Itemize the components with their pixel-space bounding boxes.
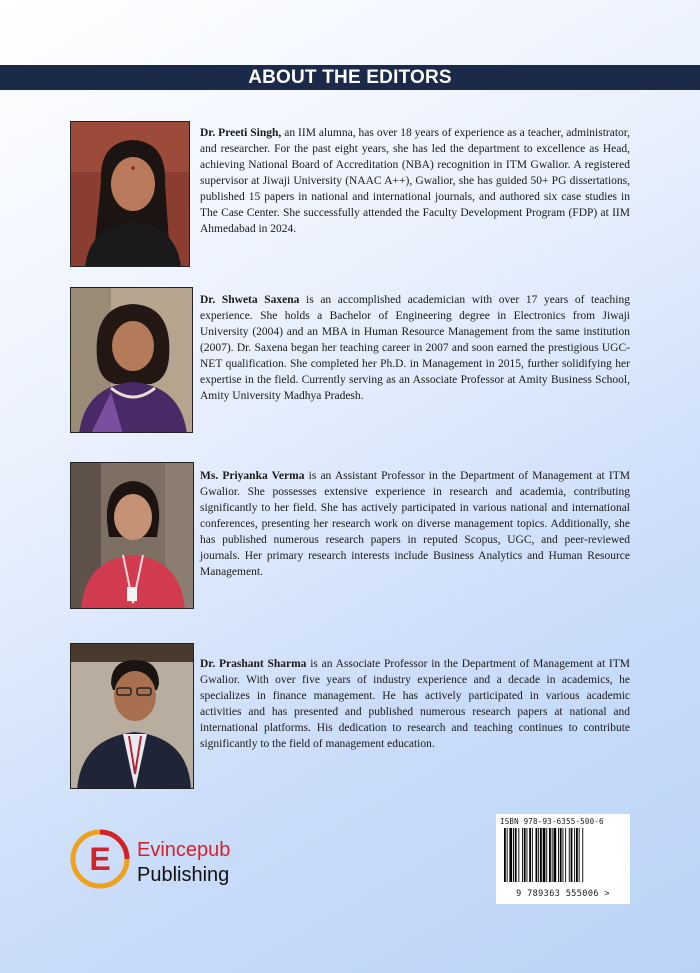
barcode-bar: [532, 828, 533, 882]
barcode-bar: [507, 828, 508, 882]
barcode-bar: [513, 828, 514, 882]
barcode-bar: [509, 828, 512, 882]
barcode-bar: [560, 828, 562, 882]
barcode-bar: [552, 828, 553, 882]
barcode-bar: [543, 828, 546, 882]
editor-name: Dr. Shweta Saxena: [200, 294, 300, 306]
barcode-bar: [569, 828, 570, 882]
section-title: ABOUT THE EDITORS: [248, 67, 452, 88]
editor-bio-priyanka-verma: [200, 468, 630, 580]
barcode-bar: [522, 828, 523, 882]
barcode-bar: [554, 828, 557, 882]
barcode-bar: [536, 828, 538, 882]
logo-name-line2: Publishing: [137, 864, 230, 886]
editor-name: Ms. Priyanka Verma: [200, 470, 305, 482]
section-title-banner: [0, 65, 700, 90]
editor-name: Dr. Preeti Singh,: [200, 127, 282, 139]
barcode-bar: [579, 828, 580, 882]
editor-photo-shweta-saxena: [70, 287, 193, 433]
editor-bio-text: an IIM alumna, has over 18 years of experience as a teacher, administrator, and researcher. For the past eight years, she has led the department to excellence as Head, achieving National Board of Accreditation (NBA) recognition in ITM Gwalior. A registered supervisor at Jiwaji University (NAAC A++), Gwalior, she has guided 50+ PG dissertations, published 15 papers in national and international journals, and authored six case studies in The Case Center. She successfully attended the Faculty Development Program (FDP) at IIM Ahmedabad in 2024.: [200, 127, 631, 235]
barcode-bar: [576, 828, 578, 882]
logo-name-line1: Evincepub: [137, 839, 231, 861]
barcode-bar: [571, 828, 573, 882]
barcode-bar: [546, 828, 547, 882]
barcode-bar: [582, 828, 583, 882]
barcode-bar: [529, 828, 531, 882]
editor-bio-text: is an Assistant Professor in the Department of Management at ITM Gwalior. She possesses extensive experience in research and academia, contributing significantly to her field. She has actively participated in various national and international conferences, presenting her research work on diverse management topics. Additionally, she has published numerous research papers in reputed Scopus, UGC, and peer-reviewed journals. Her primary research interests include Business Analytics and Human Resource Management.: [200, 470, 630, 578]
editor-bio-shweta-saxena: [200, 292, 630, 404]
editor-bio-preeti-singh: [200, 125, 630, 237]
barcode-bar: [527, 828, 528, 882]
barcode-bar: [518, 828, 519, 882]
barcode-bar: [524, 828, 526, 882]
editor-photo-priyanka-verma: [70, 462, 194, 609]
editor-photo-preeti-singh: [70, 121, 190, 267]
editor-name: Dr. Prashant Sharma: [200, 658, 307, 670]
barcode-bar: [558, 828, 559, 882]
barcode-bar: [563, 828, 564, 882]
editor-bio-text: is an accomplished academician with over 17 years of teaching experience. She holds a Bachelor of Engineering degree in Electronics from Jiwaji University (2004) and an MBA in Human Resource Management from the same institution (2007). Dr. Saxena began her teaching career in 2007 and soon earned the prestigious UGC-NET qualification. She completed her Ph.D. in Management in 2015, further solidifying her expertise in the field. Currently serving as an Associate Professor at Amity Business School, Amity University Madhya Pradesh.: [200, 294, 631, 402]
publisher-logo: [70, 826, 250, 892]
barcode-bars: [500, 826, 626, 884]
barcode-bar: [515, 828, 517, 882]
editor-photo-prashant-sharma: [70, 643, 194, 789]
barcode-number: 9 789363 555006 >: [516, 889, 610, 899]
editor-bio-prashant-sharma: [200, 656, 630, 752]
barcode-bar: [565, 828, 566, 882]
isbn-barcode: [496, 814, 630, 904]
barcode-bar: [538, 828, 539, 882]
barcode-bar: [549, 828, 551, 882]
isbn-label: ISBN 978-93-6355-500-6: [500, 817, 604, 826]
barcode-bar: [504, 828, 506, 882]
editor-bio-text: is an Associate Professor in the Department of Management at ITM Gwalior. With over five years of industry experience and a decade in academics, he specializes in finance management. He has actively participated in various academic activities and has presented and published numerous research papers at national and international platforms. His dedication to research and teaching continues to contribute significantly to the field of management education.: [200, 658, 630, 750]
barcode-bar: [540, 828, 542, 882]
logo-letter: E: [89, 841, 111, 877]
barcode-bar: [574, 828, 575, 882]
